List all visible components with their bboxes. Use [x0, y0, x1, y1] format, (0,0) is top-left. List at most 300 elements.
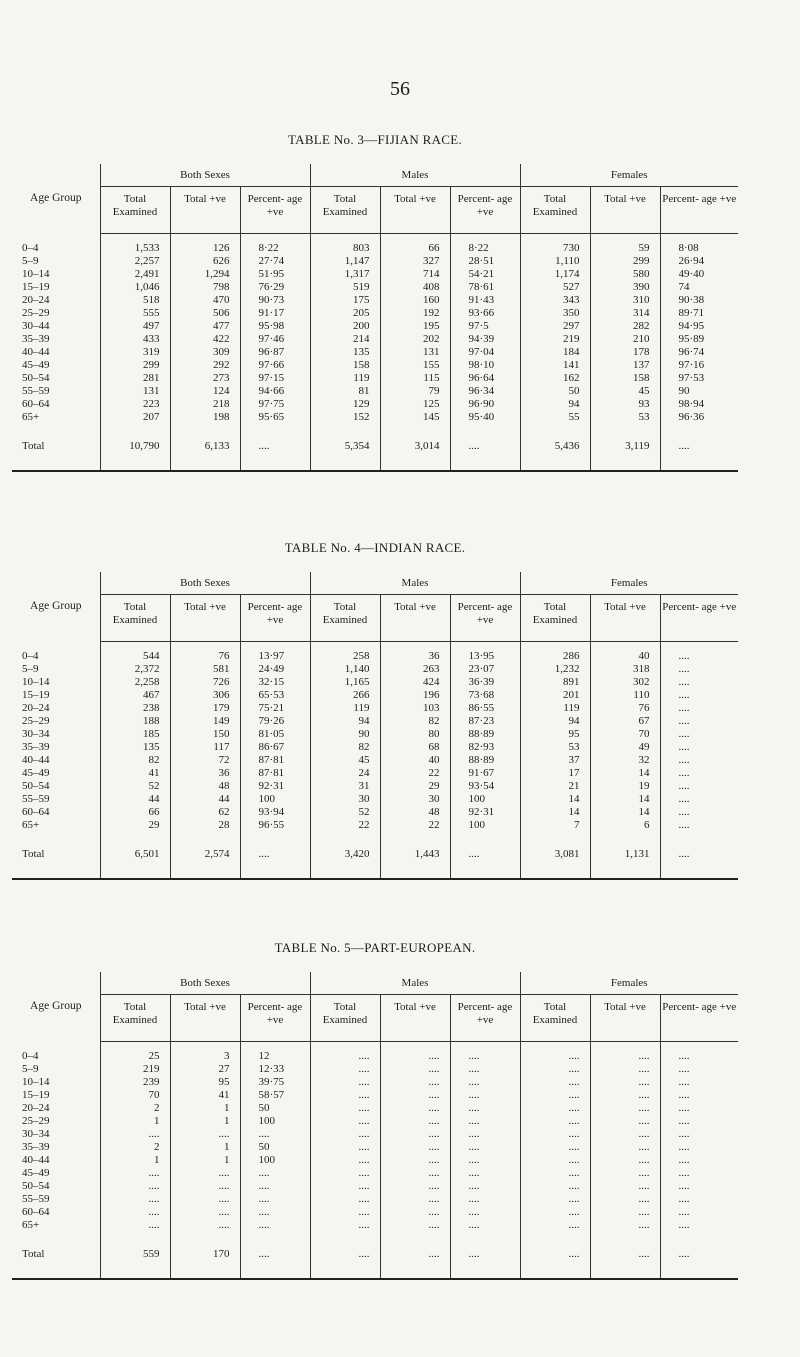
males-total-positive-cell: 195	[380, 320, 450, 333]
females-total-positive-cell: 390	[590, 281, 660, 294]
table-3-block	[12, 132, 738, 472]
males-percent-positive-cell: 82·93	[450, 741, 520, 754]
table-row	[12, 806, 738, 819]
males-percent-positive-cell: 88·89	[450, 728, 520, 741]
males-total-positive-cell: 202	[380, 333, 450, 346]
females-percent-positive-cell: ....	[660, 728, 738, 741]
both-total-positive-cell: 1,294	[170, 268, 240, 281]
females-total-positive-cell: 3,119	[590, 432, 660, 471]
both-total-examined-cell: 1	[100, 1154, 170, 1167]
males-percent-positive-cell: ....	[450, 1089, 520, 1102]
table-row	[12, 234, 738, 256]
males-percent-positive-cell: 94·39	[450, 333, 520, 346]
males-total-examined-cell: 519	[310, 281, 380, 294]
males-percent-positive-cell: ....	[450, 1141, 520, 1154]
both-total-examined-cell: 52	[100, 780, 170, 793]
females-total-examined-cell: ....	[520, 1076, 590, 1089]
females-percent-positive-cell: 97·16	[660, 359, 738, 372]
males-percent-positive-cell: ....	[450, 432, 520, 471]
table-row	[12, 1154, 738, 1167]
table-row	[12, 294, 738, 307]
females-percent-positive-cell: ....	[660, 663, 738, 676]
males-total-examined-cell: ....	[310, 1063, 380, 1076]
females-percent-positive-cell: 90·38	[660, 294, 738, 307]
males-percent-positive-cell: 95·40	[450, 411, 520, 432]
males-total-examined-cell: ....	[310, 1240, 380, 1279]
table-row	[12, 663, 738, 676]
females-total-examined-cell: 5,436	[520, 432, 590, 471]
females-total-examined-cell: 297	[520, 320, 590, 333]
total-examined-header: Total Examined	[520, 995, 590, 1042]
males-total-examined-cell: ....	[310, 1180, 380, 1193]
females-percent-positive-cell: ....	[660, 1141, 738, 1154]
females-total-examined-cell: ....	[520, 1154, 590, 1167]
females-total-positive-cell: 178	[590, 346, 660, 359]
age-group-cell: 20–24	[22, 1102, 50, 1114]
both-total-examined-cell: 6,501	[100, 840, 170, 879]
total-positive-header: Total +ve	[590, 187, 660, 234]
table-row	[12, 1089, 738, 1102]
both-total-positive-cell: 149	[170, 715, 240, 728]
males-total-examined-cell: 5,354	[310, 432, 380, 471]
both-total-examined-cell: 518	[100, 294, 170, 307]
males-total-positive-cell: 160	[380, 294, 450, 307]
males-percent-positive-cell: 86·55	[450, 702, 520, 715]
males-total-examined-cell: 119	[310, 702, 380, 715]
males-percent-positive-cell: 73·68	[450, 689, 520, 702]
males-total-positive-cell: ....	[380, 1167, 450, 1180]
females-total-positive-cell: 14	[590, 767, 660, 780]
both-percent-positive-cell: 13·97	[240, 642, 310, 664]
both-percent-positive-cell: 32·15	[240, 676, 310, 689]
females-percent-positive-cell: ....	[660, 432, 738, 471]
females-percent-positive-cell: 8·08	[660, 234, 738, 256]
females-total-positive-cell: ....	[590, 1042, 660, 1064]
females-percent-positive-cell: ....	[660, 1063, 738, 1076]
females-total-examined-cell: ....	[520, 1167, 590, 1180]
both-total-examined-cell: 2,258	[100, 676, 170, 689]
males-total-positive-cell: 192	[380, 307, 450, 320]
males-header: Males	[310, 572, 520, 595]
females-total-examined-cell: 94	[520, 398, 590, 411]
both-total-examined-cell: 2	[100, 1141, 170, 1154]
both-percent-positive-cell: 97·66	[240, 359, 310, 372]
table-row	[12, 1063, 738, 1076]
age-group-cell: 25–29	[22, 715, 50, 727]
total-examined-header: Total Examined	[310, 187, 380, 234]
percent-positive-header: Percent- age +ve	[660, 595, 738, 642]
males-percent-positive-cell: 93·66	[450, 307, 520, 320]
males-total-positive-cell: 424	[380, 676, 450, 689]
males-total-positive-cell: 68	[380, 741, 450, 754]
both-total-positive-cell: 798	[170, 281, 240, 294]
males-total-positive-cell: ....	[380, 1089, 450, 1102]
females-percent-positive-cell: 49·40	[660, 268, 738, 281]
table-row	[12, 793, 738, 806]
both-total-positive-cell: 1	[170, 1154, 240, 1167]
females-total-examined-cell: 201	[520, 689, 590, 702]
females-total-positive-cell: 302	[590, 676, 660, 689]
both-total-positive-cell: 179	[170, 702, 240, 715]
females-header: Females	[520, 572, 738, 595]
both-sexes-header: Both Sexes	[100, 164, 310, 187]
males-percent-positive-cell: 97·5	[450, 320, 520, 333]
males-percent-positive-cell: ....	[450, 1076, 520, 1089]
females-total-positive-cell: 53	[590, 411, 660, 432]
females-total-positive-cell: ....	[590, 1240, 660, 1279]
males-percent-positive-cell: 100	[450, 793, 520, 806]
males-total-positive-cell: 36	[380, 642, 450, 664]
males-percent-positive-cell: 97·04	[450, 346, 520, 359]
females-percent-positive-cell: 89·71	[660, 307, 738, 320]
both-percent-positive-cell: 95·98	[240, 320, 310, 333]
both-total-positive-cell: 124	[170, 385, 240, 398]
both-total-positive-cell: 306	[170, 689, 240, 702]
age-group-cell: 0–4	[22, 1049, 39, 1062]
both-total-examined-cell: 44	[100, 793, 170, 806]
age-group-cell: 10–14	[22, 1076, 50, 1088]
males-total-positive-cell: 82	[380, 715, 450, 728]
females-total-positive-cell: 14	[590, 793, 660, 806]
both-percent-positive-cell: 8·22	[240, 234, 310, 256]
males-total-positive-cell: ....	[380, 1102, 450, 1115]
both-percent-positive-cell: ....	[240, 1206, 310, 1219]
both-total-positive-cell: 1	[170, 1102, 240, 1115]
both-total-examined-cell: 219	[100, 1063, 170, 1076]
females-percent-positive-cell: 94·95	[660, 320, 738, 333]
both-total-examined-cell: 433	[100, 333, 170, 346]
total-examined-header: Total Examined	[310, 995, 380, 1042]
males-total-positive-cell: ....	[380, 1206, 450, 1219]
males-total-examined-cell: 152	[310, 411, 380, 432]
both-percent-positive-cell: 94·66	[240, 385, 310, 398]
males-total-positive-cell: ....	[380, 1042, 450, 1064]
both-percent-positive-cell: 100	[240, 793, 310, 806]
age-group-cell: 35–39	[22, 333, 50, 345]
females-total-positive-cell: ....	[590, 1141, 660, 1154]
females-total-positive-cell: ....	[590, 1167, 660, 1180]
percent-positive-header: Percent- age +ve	[450, 187, 520, 234]
both-total-positive-cell: ....	[170, 1167, 240, 1180]
females-percent-positive-cell: ....	[660, 1206, 738, 1219]
both-total-positive-cell: 62	[170, 806, 240, 819]
both-percent-positive-cell: 81·05	[240, 728, 310, 741]
males-total-positive-cell: 714	[380, 268, 450, 281]
males-total-examined-cell: ....	[310, 1167, 380, 1180]
both-percent-positive-cell: 24·49	[240, 663, 310, 676]
age-group-cell: 30–34	[22, 1128, 50, 1140]
both-total-examined-cell: ....	[100, 1206, 170, 1219]
females-total-examined-cell: 350	[520, 307, 590, 320]
both-total-positive-cell: 1	[170, 1141, 240, 1154]
females-total-positive-cell: 67	[590, 715, 660, 728]
males-total-positive-cell: 155	[380, 359, 450, 372]
both-total-positive-cell: 117	[170, 741, 240, 754]
females-total-examined-cell: 14	[520, 793, 590, 806]
females-total-examined-cell: 891	[520, 676, 590, 689]
females-percent-positive-cell: 90	[660, 385, 738, 398]
both-percent-positive-cell: 12·33	[240, 1063, 310, 1076]
table-row	[12, 1193, 738, 1206]
females-total-positive-cell: 580	[590, 268, 660, 281]
males-total-positive-cell: 145	[380, 411, 450, 432]
females-total-positive-cell: 310	[590, 294, 660, 307]
females-percent-positive-cell: ....	[660, 754, 738, 767]
age-group-cell: 50–54	[22, 1180, 50, 1192]
males-percent-positive-cell: 87·23	[450, 715, 520, 728]
males-total-positive-cell: ....	[380, 1076, 450, 1089]
females-total-examined-cell: 53	[520, 741, 590, 754]
total-positive-header: Total +ve	[170, 595, 240, 642]
percent-positive-header: Percent- age +ve	[450, 995, 520, 1042]
males-total-examined-cell: 45	[310, 754, 380, 767]
females-total-examined-cell: 1,174	[520, 268, 590, 281]
both-total-positive-cell: 6,133	[170, 432, 240, 471]
females-total-positive-cell: 14	[590, 806, 660, 819]
males-percent-positive-cell: ....	[450, 1206, 520, 1219]
males-percent-positive-cell: ....	[450, 1154, 520, 1167]
males-percent-positive-cell: 36·39	[450, 676, 520, 689]
age-group-cell: 15–19	[22, 689, 50, 701]
males-total-examined-cell: 52	[310, 806, 380, 819]
percent-positive-header: Percent- age +ve	[240, 595, 310, 642]
both-total-positive-cell: 470	[170, 294, 240, 307]
females-total-positive-cell: ....	[590, 1206, 660, 1219]
both-total-examined-cell: 1,533	[100, 234, 170, 256]
total-positive-header: Total +ve	[170, 995, 240, 1042]
females-total-positive-cell: 70	[590, 728, 660, 741]
females-percent-positive-cell: ....	[660, 1219, 738, 1240]
both-total-examined-cell: ....	[100, 1167, 170, 1180]
females-total-examined-cell: ....	[520, 1141, 590, 1154]
males-total-examined-cell: 200	[310, 320, 380, 333]
both-percent-positive-cell: 100	[240, 1154, 310, 1167]
both-total-positive-cell: 48	[170, 780, 240, 793]
males-total-positive-cell: 196	[380, 689, 450, 702]
age-group-cell: 0–4	[22, 241, 39, 254]
both-total-examined-cell: 299	[100, 359, 170, 372]
both-total-examined-cell: 207	[100, 411, 170, 432]
females-percent-positive-cell: ....	[660, 819, 738, 840]
males-percent-positive-cell: 96·90	[450, 398, 520, 411]
males-total-examined-cell: 175	[310, 294, 380, 307]
age-group-cell: 40–44	[22, 346, 50, 358]
both-total-examined-cell: 239	[100, 1076, 170, 1089]
females-total-examined-cell: ....	[520, 1128, 590, 1141]
females-total-examined-cell: ....	[520, 1206, 590, 1219]
table-row	[12, 1206, 738, 1219]
females-total-positive-cell: 210	[590, 333, 660, 346]
females-percent-positive-cell: 26·94	[660, 255, 738, 268]
table-row	[12, 1219, 738, 1240]
males-total-examined-cell: 1,147	[310, 255, 380, 268]
males-total-examined-cell: 205	[310, 307, 380, 320]
percent-positive-header: Percent- age +ve	[660, 995, 738, 1042]
both-percent-positive-cell: 76·29	[240, 281, 310, 294]
percent-positive-header: Percent- age +ve	[240, 187, 310, 234]
males-percent-positive-cell: 98·10	[450, 359, 520, 372]
males-percent-positive-cell: 13·95	[450, 642, 520, 664]
table-row	[12, 372, 738, 385]
both-total-examined-cell: 238	[100, 702, 170, 715]
both-percent-positive-cell: ....	[240, 1240, 310, 1279]
males-percent-positive-cell: 23·07	[450, 663, 520, 676]
males-total-positive-cell: 1,443	[380, 840, 450, 879]
total-positive-header: Total +ve	[380, 595, 450, 642]
total-positive-header: Total +ve	[170, 187, 240, 234]
females-total-positive-cell: 1,131	[590, 840, 660, 879]
females-header: Females	[520, 972, 738, 995]
both-total-examined-cell: 1	[100, 1115, 170, 1128]
both-total-examined-cell: 135	[100, 741, 170, 754]
age-group-cell: 40–44	[22, 754, 50, 766]
table-row	[12, 1102, 738, 1115]
percent-positive-header: Percent- age +ve	[240, 995, 310, 1042]
males-total-examined-cell: ....	[310, 1219, 380, 1240]
females-percent-positive-cell: ....	[660, 1167, 738, 1180]
females-total-positive-cell: ....	[590, 1063, 660, 1076]
males-total-positive-cell: 30	[380, 793, 450, 806]
table-row	[12, 1128, 738, 1141]
both-total-positive-cell: 150	[170, 728, 240, 741]
males-percent-positive-cell: ....	[450, 1063, 520, 1076]
total-examined-header: Total Examined	[520, 595, 590, 642]
both-total-examined-cell: 82	[100, 754, 170, 767]
both-percent-positive-cell: 58·57	[240, 1089, 310, 1102]
males-percent-positive-cell: 54·21	[450, 268, 520, 281]
both-total-examined-cell: 559	[100, 1240, 170, 1279]
total-positive-header: Total +ve	[380, 995, 450, 1042]
table-row	[12, 320, 738, 333]
both-total-examined-cell: 2,491	[100, 268, 170, 281]
table-row	[12, 1167, 738, 1180]
females-total-positive-cell: 76	[590, 702, 660, 715]
both-percent-positive-cell: 12	[240, 1042, 310, 1064]
table-row	[12, 676, 738, 689]
both-percent-positive-cell: ....	[240, 840, 310, 879]
both-percent-positive-cell: 27·74	[240, 255, 310, 268]
males-total-positive-cell: 40	[380, 754, 450, 767]
both-percent-positive-cell: 87·81	[240, 754, 310, 767]
both-total-examined-cell: 66	[100, 806, 170, 819]
females-total-examined-cell: ....	[520, 1180, 590, 1193]
both-total-positive-cell: 726	[170, 676, 240, 689]
females-percent-positive-cell: 98·94	[660, 398, 738, 411]
males-total-examined-cell: ....	[310, 1089, 380, 1102]
both-percent-positive-cell: 91·17	[240, 307, 310, 320]
females-total-positive-cell: 59	[590, 234, 660, 256]
both-total-examined-cell: 467	[100, 689, 170, 702]
females-total-examined-cell: ....	[520, 1219, 590, 1240]
both-percent-positive-cell: 86·67	[240, 741, 310, 754]
both-total-examined-cell: ....	[100, 1180, 170, 1193]
both-sexes-header: Both Sexes	[100, 572, 310, 595]
males-percent-positive-cell: ....	[450, 1180, 520, 1193]
table-row	[12, 1076, 738, 1089]
males-total-examined-cell: 803	[310, 234, 380, 256]
males-total-examined-cell: 1,317	[310, 268, 380, 281]
both-percent-positive-cell: 39·75	[240, 1076, 310, 1089]
both-total-positive-cell: 95	[170, 1076, 240, 1089]
both-total-positive-cell: 72	[170, 754, 240, 767]
total-row	[12, 432, 738, 471]
females-total-examined-cell: 3,081	[520, 840, 590, 879]
both-percent-positive-cell: ....	[240, 1180, 310, 1193]
both-total-examined-cell: 131	[100, 385, 170, 398]
males-percent-positive-cell: ....	[450, 1128, 520, 1141]
females-total-positive-cell: ....	[590, 1219, 660, 1240]
females-total-examined-cell: 94	[520, 715, 590, 728]
males-total-positive-cell: ....	[380, 1154, 450, 1167]
total-examined-header: Total Examined	[100, 995, 170, 1042]
females-total-positive-cell: 6	[590, 819, 660, 840]
males-total-positive-cell: ....	[380, 1141, 450, 1154]
females-percent-positive-cell: ....	[660, 1042, 738, 1064]
males-total-examined-cell: ....	[310, 1154, 380, 1167]
males-total-positive-cell: 408	[380, 281, 450, 294]
females-total-positive-cell: 45	[590, 385, 660, 398]
table-row	[12, 1115, 738, 1128]
females-total-positive-cell: 19	[590, 780, 660, 793]
males-total-examined-cell: 158	[310, 359, 380, 372]
females-total-examined-cell: ....	[520, 1102, 590, 1115]
both-total-examined-cell: 188	[100, 715, 170, 728]
total-positive-header: Total +ve	[380, 187, 450, 234]
females-total-positive-cell: 40	[590, 642, 660, 664]
both-total-positive-cell: ....	[170, 1206, 240, 1219]
males-total-positive-cell: 79	[380, 385, 450, 398]
males-percent-positive-cell: 96·34	[450, 385, 520, 398]
both-total-positive-cell: ....	[170, 1128, 240, 1141]
females-percent-positive-cell: ....	[660, 689, 738, 702]
age-group-cell: 65+	[22, 411, 40, 423]
both-total-examined-cell: 185	[100, 728, 170, 741]
males-header: Males	[310, 972, 520, 995]
age-group-cell: Total	[22, 440, 45, 452]
females-total-examined-cell: 730	[520, 234, 590, 256]
age-group-cell: 50–54	[22, 372, 50, 384]
table-row	[12, 741, 738, 754]
females-percent-positive-cell: ....	[660, 767, 738, 780]
both-total-positive-cell: 3	[170, 1042, 240, 1064]
total-row	[12, 840, 738, 879]
both-total-examined-cell: 29	[100, 819, 170, 840]
both-percent-positive-cell: 96·55	[240, 819, 310, 840]
table-row	[12, 1042, 738, 1064]
both-total-positive-cell: 198	[170, 411, 240, 432]
females-total-examined-cell: 50	[520, 385, 590, 398]
both-percent-positive-cell: 79·26	[240, 715, 310, 728]
age-group-cell: Total	[22, 1248, 45, 1260]
females-percent-positive-cell: ....	[660, 1240, 738, 1279]
males-total-examined-cell: 119	[310, 372, 380, 385]
both-percent-positive-cell: 100	[240, 1115, 310, 1128]
females-percent-positive-cell: 97·53	[660, 372, 738, 385]
females-total-positive-cell: 314	[590, 307, 660, 320]
both-total-examined-cell: ....	[100, 1193, 170, 1206]
males-total-positive-cell: 263	[380, 663, 450, 676]
age-group-cell: 15–19	[22, 281, 50, 293]
females-total-positive-cell: 137	[590, 359, 660, 372]
both-total-examined-cell: 70	[100, 1089, 170, 1102]
both-total-examined-cell: 281	[100, 372, 170, 385]
both-percent-positive-cell: 90·73	[240, 294, 310, 307]
age-group-cell: 45–49	[22, 1167, 50, 1179]
both-total-positive-cell: 292	[170, 359, 240, 372]
age-group-cell: 5–9	[22, 255, 39, 267]
age-group-cell: 25–29	[22, 1115, 50, 1127]
females-percent-positive-cell: ....	[660, 1089, 738, 1102]
